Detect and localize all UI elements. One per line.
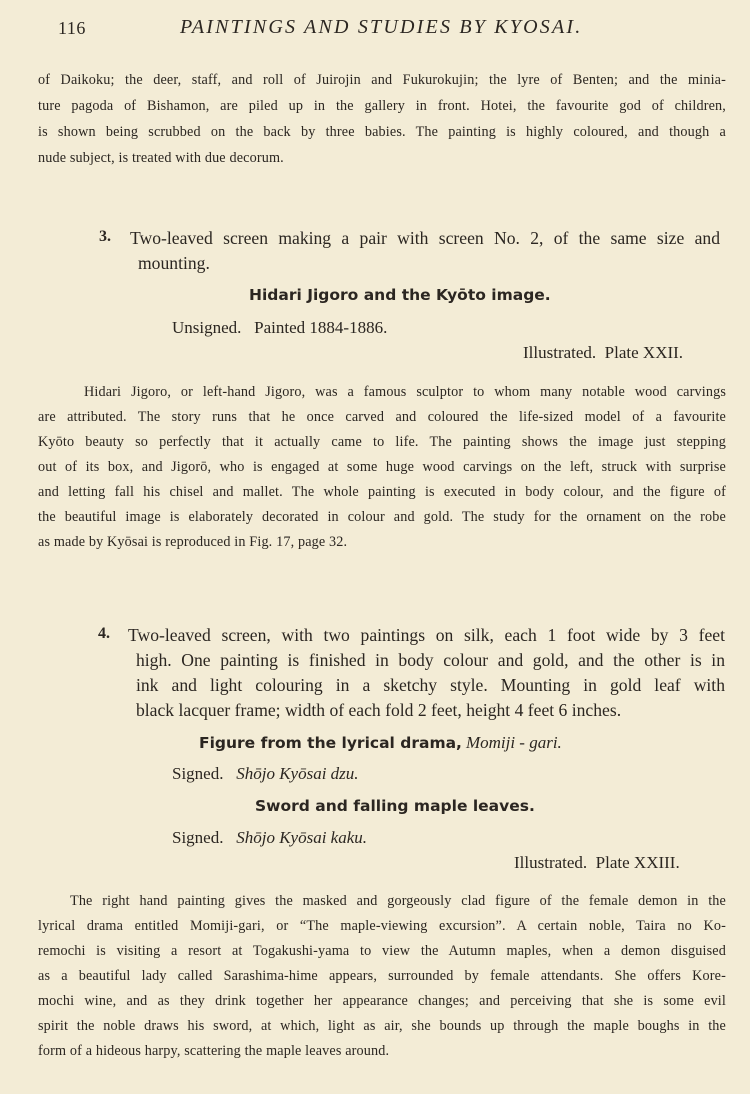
text-line: as a beautiful lady called Sarashima-hime appears, surrounded by female attendants. She offers Kore- bbox=[38, 968, 726, 984]
text-line: are attributed. The story runs that he once carved and coloured the life-sized model of a favourite bbox=[38, 409, 726, 425]
entry-3-illustrated: Illustrated. Plate XXII. bbox=[523, 343, 684, 362]
text-line: Two-leaved screen, with two paintings on silk, each 1 foot wide by 3 feet bbox=[128, 625, 725, 645]
drama-name: Momiji - gari. bbox=[465, 733, 562, 752]
text-line: of Daikoku; the deer, staff, and roll of Juirojin and Fukurokujin; the lyre of Benten; and the minia- bbox=[38, 72, 726, 88]
signature-text: Shōjo Kyōsai dzu. bbox=[236, 764, 359, 783]
text-line: Kyōto beauty so perfectly that it actually came to life. The painting shows the image just stepping bbox=[38, 434, 726, 450]
entry-number: 4. bbox=[98, 625, 110, 642]
text-line: and letting fall his chisel and mallet. The whole painting is executed in body colour, and the figure of bbox=[38, 484, 726, 500]
text-line: mounting. bbox=[138, 253, 210, 273]
entry-4-painting-2-signature bbox=[172, 828, 367, 848]
page-number: 116 bbox=[58, 18, 86, 38]
text-line: the beautiful image is elaborately decorated in colour and gold. The study for the ornament on the robe bbox=[38, 509, 726, 525]
text-line: Hidari Jigoro, or left-hand Jigoro, was a famous sculptor to whom many notable wood carvings bbox=[84, 384, 726, 400]
painting-title-text: Figure from the lyrical drama, bbox=[199, 734, 462, 752]
text-line: form of a hideous harpy, scattering the maple leaves around. bbox=[38, 1043, 390, 1059]
text-line: spirit the noble draws his sword, at which, light as air, she bounds up through the maple boughs in the bbox=[38, 1018, 726, 1034]
running-title: PAINTINGS AND STUDIES BY KYOSAI. bbox=[180, 16, 583, 38]
text-line: out of its box, and Jigorō, who is engaged at some huge wood carvings on the left, struck with surprise bbox=[38, 459, 726, 475]
text-line: remochi is visiting a resort at Togakushi-yama to view the Autumn maples, when a demon disguised bbox=[38, 943, 726, 959]
text-line: ture pagoda of Bishamon, are piled up in the gallery in front. Hotei, the favourite god of children, bbox=[38, 98, 726, 114]
text-line: is shown being scrubbed on the back by three babies. The painting is highly coloured, and though a bbox=[38, 124, 726, 140]
signed-label: Signed. bbox=[172, 828, 224, 847]
text-line: black lacquer frame; width of each fold 2 feet, height 4 feet 6 inches. bbox=[136, 700, 622, 720]
signature-text: Unsigned. Painted 1884-1886. bbox=[172, 318, 388, 337]
entry-4-painting-2-title: Sword and falling maple leaves. bbox=[255, 797, 535, 815]
text-line: as made by Kyōsai is reproduced in Fig. 17, page 32. bbox=[38, 534, 348, 550]
entry-4-painting-1-title bbox=[199, 733, 562, 753]
text-line: The right hand painting gives the masked and gorgeously clad figure of the female demon in the bbox=[70, 893, 726, 909]
entry-3-title: Hidari Jigoro and the Kyōto image. bbox=[249, 286, 551, 304]
entry-3-signature bbox=[172, 318, 387, 338]
text-line: Two-leaved screen making a pair with screen No. 2, of the same size and bbox=[130, 228, 720, 248]
text-line: ink and light colouring in a sketchy style. Mounting in gold leaf with bbox=[136, 675, 725, 695]
text-line: high. One painting is finished in body colour and gold, and the other is in bbox=[136, 650, 725, 670]
text-line: lyrical drama entitled Momiji-gari, or “The maple-viewing excursion”. A certain noble, Taira no Ko- bbox=[38, 918, 726, 934]
text-line: mochi wine, and as they drink together her appearance changes; and perceiving that she is some evil bbox=[38, 993, 726, 1009]
text-line: nude subject, is treated with due decorum. bbox=[38, 150, 284, 166]
signature-text: Shōjo Kyōsai kaku. bbox=[236, 828, 368, 847]
entry-number: 3. bbox=[99, 228, 111, 245]
entry-4-illustrated: Illustrated. Plate XXIII. bbox=[514, 853, 680, 872]
signed-label: Signed. bbox=[172, 764, 224, 783]
entry-4-painting-1-signature bbox=[172, 764, 359, 784]
